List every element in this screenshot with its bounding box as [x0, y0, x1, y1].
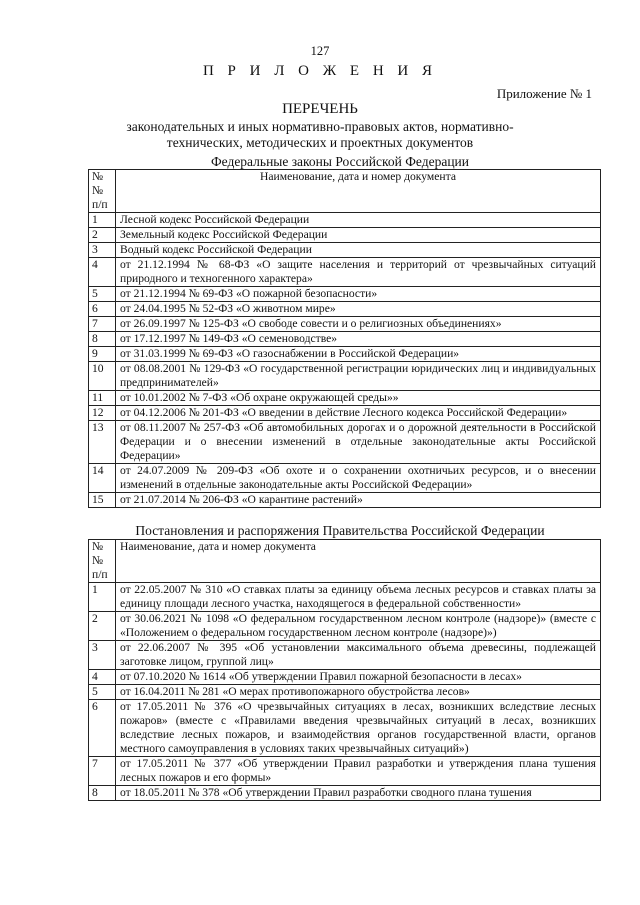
- government-decrees-table: [88, 539, 601, 801]
- row-document-text: от 21.07.2014 № 206-ФЗ «О карантине растений»: [116, 493, 601, 508]
- table-row: [89, 493, 601, 508]
- row-number: 7: [89, 317, 116, 332]
- table-row: [89, 362, 601, 391]
- row-document-text: от 30.06.2021 № 1098 «О федеральном государственном лесном контроле (надзоре)» (вместе с «Положением о федеральном государственном лесном контроле (надзоре)»): [116, 612, 601, 641]
- table-row: [89, 228, 601, 243]
- row-number: 5: [89, 287, 116, 302]
- row-document-text: от 07.10.2020 № 1614 «Об утверждении Правил пожарной безопасности в лесах»: [116, 670, 601, 685]
- appendix-label: Приложение № 1: [496, 86, 592, 101]
- row-number: 1: [89, 213, 116, 228]
- row-document-text: от 31.03.1999 № 69-ФЗ «О газоснабжении в Российской Федерации»: [116, 347, 601, 362]
- section-government-decrees-title: Постановления и распоряжения Правительства Российской Федерации: [135, 523, 545, 538]
- table-row: [89, 583, 601, 612]
- row-number: 3: [89, 243, 116, 258]
- row-number: 4: [89, 258, 116, 287]
- table-row: [89, 287, 601, 302]
- table-row: [89, 302, 601, 317]
- table-row: [89, 258, 601, 287]
- row-document-text: от 17.12.1997 № 149-ФЗ «О семеноводстве»: [116, 332, 601, 347]
- row-document-text: от 24.04.1995 № 52-ФЗ «О животном мире»: [116, 302, 601, 317]
- table-row: [89, 347, 601, 362]
- row-number: 15: [89, 493, 116, 508]
- header-name: Наименование, дата и номер документа: [116, 540, 601, 583]
- row-number: 9: [89, 347, 116, 362]
- row-number: 5: [89, 685, 116, 700]
- row-document-text: Земельный кодекс Российской Федерации: [116, 228, 601, 243]
- row-number: 2: [89, 228, 116, 243]
- table-row: [89, 700, 601, 757]
- row-number: 12: [89, 406, 116, 421]
- page-number: 127: [310, 44, 330, 58]
- row-number: 10: [89, 362, 116, 391]
- federal-laws-table: [88, 169, 601, 508]
- row-number: 14: [89, 464, 116, 493]
- table-row: [89, 406, 601, 421]
- row-number: 3: [89, 641, 116, 670]
- table-row: [89, 757, 601, 786]
- row-document-text: от 22.05.2007 № 310 «О ставках платы за единицу объема лесных ресурсов и ставках платы за единицу площади лесного участка, находящегося в федеральной собственности»: [116, 583, 601, 612]
- header-name: Наименование, дата и номер документа: [116, 170, 601, 213]
- row-number: 2: [89, 612, 116, 641]
- row-document-text: от 21.12.1994 № 69-ФЗ «О пожарной безопасности»: [116, 287, 601, 302]
- header-num: №№ п/п: [89, 540, 116, 583]
- row-number: 11: [89, 391, 116, 406]
- row-document-text: от 18.05.2011 № 378 «Об утверждении Правил разработки сводного плана тушения: [116, 786, 601, 801]
- row-number: 8: [89, 786, 116, 801]
- appendices-heading: П Р И Л О Ж Е Н И Я: [202, 63, 438, 79]
- row-document-text: от 17.05.2011 № 376 «О чрезвычайных ситуациях в лесах, возникших вследствие лесных пожаров» (вместе с «Правилами введения чрезвычайных ситуаций в лесах, возникших вследствие лесных пожаров, и взаимодействия органов государственной власти, органов местного самоуправления в условиях таких чрезвычайных ситуаций»): [116, 700, 601, 757]
- table-row: [89, 317, 601, 332]
- table-row: [89, 641, 601, 670]
- list-title: ПЕРЕЧЕНЬ: [282, 101, 358, 117]
- row-document-text: от 26.09.1997 № 125-ФЗ «О свободе совести и о религиозных объединениях»: [116, 317, 601, 332]
- row-document-text: от 08.08.2001 № 129-ФЗ «О государственной регистрации юридических лиц и индивидуальных предпринимателей»: [116, 362, 601, 391]
- table-row: [89, 464, 601, 493]
- table-row: [89, 391, 601, 406]
- row-number: 13: [89, 421, 116, 464]
- table-row: [89, 670, 601, 685]
- row-document-text: от 21.12.1994 № 68-ФЗ «О защите населения и территорий от чрезвычайных ситуаций природного и техногенного характера»: [116, 258, 601, 287]
- row-document-text: от 24.07.2009 № 209-ФЗ «Об охоте и о сохранении охотничьих ресурсов, и о внесении изменений в отдельные законодательные акты Российской Федерации»: [116, 464, 601, 493]
- table-row: [89, 685, 601, 700]
- row-number: 6: [89, 302, 116, 317]
- table-row: [89, 421, 601, 464]
- table-row: [89, 612, 601, 641]
- row-number: 8: [89, 332, 116, 347]
- row-number: 6: [89, 700, 116, 757]
- table-header-row: [89, 170, 601, 213]
- table-row: [89, 213, 601, 228]
- row-document-text: от 16.04.2011 № 281 «О мерах противопожарного обустройства лесов»: [116, 685, 601, 700]
- list-subtitle: законодательных и иных нормативно-правовых актов, нормативно-технических, методических и проектных документов: [126, 119, 514, 150]
- table-row: [89, 786, 601, 801]
- row-number: 4: [89, 670, 116, 685]
- table-row: [89, 332, 601, 347]
- row-document-text: от 22.06.2007 № 395 «Об установлении максимального объема древесины, подлежащей заготовке лицом, группой лиц»: [116, 641, 601, 670]
- row-document-text: Лесной кодекс Российской Федерации: [116, 213, 601, 228]
- row-number: 1: [89, 583, 116, 612]
- row-document-text: от 17.05.2011 № 377 «Об утверждении Правил разработки и утверждения плана тушения лесных пожаров и его формы»: [116, 757, 601, 786]
- table-row: [89, 243, 601, 258]
- table-header-row: [89, 540, 601, 583]
- header-num: №№ п/п: [89, 170, 116, 213]
- row-document-text: от 04.12.2006 № 201-ФЗ «О введении в действие Лесного кодекса Российской Федерации»: [116, 406, 601, 421]
- row-document-text: от 08.11.2007 № 257-ФЗ «Об автомобильных дорогах и о дорожной деятельности в Российской Федерации и о внесении изменений в отдельные законодательные акты Российской Федерации»: [116, 421, 601, 464]
- section-federal-laws-title: Федеральные законы Российской Федерации: [210, 154, 470, 169]
- row-document-text: от 10.01.2002 № 7-ФЗ «Об охране окружающей среды»»: [116, 391, 601, 406]
- row-document-text: Водный кодекс Российской Федерации: [116, 243, 601, 258]
- row-number: 7: [89, 757, 116, 786]
